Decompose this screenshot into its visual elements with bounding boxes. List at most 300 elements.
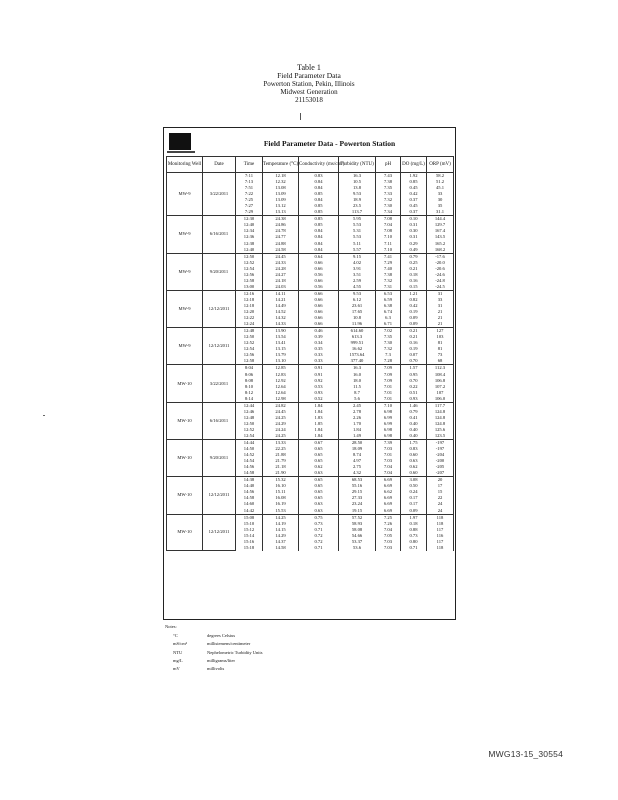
do-cell: 0.25 xyxy=(401,260,427,266)
temperature-cell: 15.32 xyxy=(263,477,299,484)
ph-cell: 6.38 xyxy=(376,303,401,309)
conductivity-cell: 1.84 xyxy=(299,433,339,440)
orp-cell: 165.2 xyxy=(427,241,454,247)
temperature-cell: 12.64 xyxy=(263,390,299,396)
conductivity-cell: 0.92 xyxy=(299,378,339,384)
orp-cell: 17 xyxy=(427,483,454,489)
do-cell: 0.82 xyxy=(401,297,427,303)
do-cell: 0.42 xyxy=(401,303,427,309)
time-cell: 7:51 xyxy=(236,185,263,191)
turbidity-cell: 17.65 xyxy=(339,309,376,315)
time-cell: 15:16 xyxy=(236,539,263,545)
conductivity-cell: 0.66 xyxy=(299,303,339,309)
page-header xyxy=(0,64,618,104)
temperature-cell: 14.33 xyxy=(263,321,299,328)
note-abbreviation: mg/L xyxy=(173,657,183,663)
orp-cell: 123.5 xyxy=(427,433,454,440)
scan-mark xyxy=(300,113,301,120)
turbidity-cell: 68.53 xyxy=(339,477,376,484)
notes-list xyxy=(165,632,263,673)
temperature-cell: 13.13 xyxy=(263,209,299,216)
time-cell: 14:56 xyxy=(236,489,263,495)
time-cell: 12:40 xyxy=(236,247,263,254)
time-cell: 12:52 xyxy=(236,427,263,433)
company-name: Midwest Generation xyxy=(280,88,338,96)
turbidity-cell: 613.3 xyxy=(339,334,376,340)
table-number: Table 1 xyxy=(297,63,321,72)
orp-cell: 33 xyxy=(427,191,454,197)
ph-cell: 7.41 xyxy=(376,253,401,260)
do-cell: 0.19 xyxy=(401,346,427,352)
temperature-cell: 24.25 xyxy=(263,415,299,421)
temperature-cell: 14.49 xyxy=(263,303,299,309)
turbidity-cell: 4.32 xyxy=(339,470,376,477)
time-cell: 8:10 xyxy=(236,384,263,390)
orp-cell: 107 xyxy=(427,390,454,396)
time-cell: 14:52 xyxy=(236,452,263,458)
temperature-cell: 21.88 xyxy=(263,452,299,458)
orp-cell: 144.4 xyxy=(427,216,454,223)
time-cell: 14:38 xyxy=(236,477,263,484)
ph-cell: 7.01 xyxy=(376,390,401,396)
turbidity-cell: 2.59 xyxy=(339,278,376,284)
time-cell: 14:54 xyxy=(236,458,263,464)
ph-cell: 7.39 xyxy=(376,440,401,447)
time-cell: 12:18 xyxy=(236,297,263,303)
do-cell: 1.75 xyxy=(401,440,427,447)
ph-cell: 7.33 xyxy=(376,191,401,197)
orp-cell: 124.8 xyxy=(427,421,454,427)
turbidity-cell: 53.37 xyxy=(339,539,376,545)
ph-cell: 7.03 xyxy=(376,458,401,464)
date-cell: 3/22/2011 xyxy=(203,365,236,402)
turbidity-cell: 113.7 xyxy=(339,209,376,216)
do-cell: 0.10 xyxy=(401,216,427,223)
ph-cell: 7.34 xyxy=(376,209,401,216)
time-cell: 14:50 xyxy=(236,446,263,452)
note-description: milligrams/liter xyxy=(207,657,235,663)
document-id: MWG13-15_30554 xyxy=(488,749,563,759)
conductivity-cell: 0.73 xyxy=(299,521,339,527)
temperature-cell: 24.28 xyxy=(263,266,299,272)
turbidity-cell: 18.09 xyxy=(339,446,376,452)
ph-cell: 7.02 xyxy=(376,328,401,335)
data-sheet xyxy=(163,127,456,620)
orp-cell: 31 xyxy=(427,303,454,309)
orp-cell: 168.2 xyxy=(427,247,454,254)
ph-cell: 6.3 xyxy=(376,315,401,321)
note-item xyxy=(165,632,263,640)
time-cell: 13:00 xyxy=(236,284,263,291)
conductivity-cell: 0.71 xyxy=(299,527,339,533)
ph-cell: 7.10 xyxy=(376,402,401,409)
well-cell: MW-10 xyxy=(167,514,203,551)
date-cell: 6/16/2011 xyxy=(203,216,236,253)
do-cell: 0.80 xyxy=(401,539,427,545)
temperature-cell: 22.25 xyxy=(263,446,299,452)
orp-cell: 58.2 xyxy=(427,173,454,180)
do-cell: 0.16 xyxy=(401,340,427,346)
temperature-cell: 13.09 xyxy=(263,197,299,203)
do-cell: 0.19 xyxy=(401,309,427,315)
col-header-temperature: Temperature (°C) xyxy=(263,157,299,173)
time-cell: 14:58 xyxy=(236,495,263,501)
ph-cell: 7.32 xyxy=(376,346,401,352)
turbidity-cell: 5.31 xyxy=(339,228,376,234)
ph-cell: 6.74 xyxy=(376,309,401,315)
time-cell: 12:40 xyxy=(236,222,263,228)
ph-cell: 6.69 xyxy=(376,495,401,501)
temperature-cell: 24.27 xyxy=(263,272,299,278)
orp-cell: -17.6 xyxy=(427,253,454,260)
note-item xyxy=(165,665,263,673)
time-cell: 12:18 xyxy=(236,303,263,309)
note-abbreviation: °C xyxy=(173,633,178,639)
temperature-cell: 14.15 xyxy=(263,527,299,533)
ph-cell: 7.35 xyxy=(376,185,401,191)
time-cell: 12:20 xyxy=(236,309,263,315)
temperature-cell: 24.45 xyxy=(263,409,299,415)
well-cell: MW-9 xyxy=(167,173,203,216)
conductivity-cell: 0.85 xyxy=(299,222,339,228)
temperature-cell: 21.90 xyxy=(263,470,299,477)
temperature-cell: 12.85 xyxy=(263,365,299,372)
conductivity-cell: 0.65 xyxy=(299,483,339,489)
ph-cell: 7.10 xyxy=(376,247,401,254)
temperature-cell: 24.25 xyxy=(263,433,299,440)
time-cell: 12:38 xyxy=(236,241,263,247)
well-cell: MW-9 xyxy=(167,253,203,290)
time-cell: 12:16 xyxy=(236,290,263,297)
temperature-cell: 24.03 xyxy=(263,284,299,291)
company-logo xyxy=(169,133,191,150)
do-cell: 0.51 xyxy=(401,390,427,396)
orp-cell: 106.0 xyxy=(427,396,454,403)
temperature-cell: 13.08 xyxy=(263,185,299,191)
orp-cell: 127 xyxy=(427,328,454,335)
time-cell: 7:11 xyxy=(236,173,263,180)
orp-cell: 31 xyxy=(427,290,454,297)
temperature-cell: 24.58 xyxy=(263,247,299,254)
conductivity-cell: 0.65 xyxy=(299,458,339,464)
do-cell: 0.70 xyxy=(401,358,427,365)
conductivity-cell: 0.71 xyxy=(299,545,339,551)
conductivity-cell: 0.85 xyxy=(299,191,339,197)
orp-cell: 116 xyxy=(427,533,454,539)
temperature-cell: 13.10 xyxy=(263,358,299,365)
time-cell: 12:50 xyxy=(236,334,263,340)
do-cell: 0.40 xyxy=(401,433,427,440)
temperature-cell: 13.15 xyxy=(263,346,299,352)
temperature-cell: 24.77 xyxy=(263,234,299,240)
col-header-well: Monitoring Well xyxy=(167,157,203,173)
col-header-ph: pH xyxy=(376,157,401,173)
turbidity-cell: 18.9 xyxy=(339,197,376,203)
note-item xyxy=(165,657,263,665)
turbidity-cell: 1.70 xyxy=(339,421,376,427)
conductivity-cell: 0.33 xyxy=(299,358,339,365)
orp-cell: 124.8 xyxy=(427,415,454,421)
temperature-cell: 24.18 xyxy=(263,278,299,284)
conductivity-cell: 0.62 xyxy=(299,464,339,470)
do-cell: 0.63 xyxy=(401,458,427,464)
ph-cell: 7.09 xyxy=(376,378,401,384)
table-body xyxy=(167,173,454,551)
note-abbreviation: mV xyxy=(173,666,180,672)
do-cell: 0.93 xyxy=(401,396,427,403)
orp-cell: 117.7 xyxy=(427,402,454,409)
temperature-cell: 24.29 xyxy=(263,421,299,427)
conductivity-cell: 0.93 xyxy=(299,390,339,396)
conductivity-cell: 1.84 xyxy=(299,402,339,409)
turbidity-cell: 5.11 xyxy=(339,241,376,247)
col-header-orp: ORP (mV) xyxy=(427,157,454,173)
table-header-row xyxy=(167,157,454,173)
time-cell: 14:60 xyxy=(236,501,263,507)
ph-cell: 7.32 xyxy=(376,278,401,284)
turbidity-cell: 2.26 xyxy=(339,415,376,421)
do-cell: 0.88 xyxy=(401,527,427,533)
note-description: millivolts xyxy=(207,666,225,672)
conductivity-cell: 0.56 xyxy=(299,272,339,278)
do-cell: 0.21 xyxy=(401,266,427,272)
conductivity-cell: 0.46 xyxy=(299,328,339,335)
turbidity-cell: 6.12 xyxy=(339,297,376,303)
turbidity-cell: 5.6 xyxy=(339,396,376,403)
conductivity-cell: 0.65 xyxy=(299,446,339,452)
turbidity-cell: 53.6 xyxy=(339,545,376,551)
time-cell: 7:29 xyxy=(236,209,263,216)
orp-cell: 15 xyxy=(427,489,454,495)
orp-cell: -24.5 xyxy=(427,284,454,291)
field-parameter-table xyxy=(166,156,454,551)
orp-cell: 68 xyxy=(427,358,454,365)
temperature-cell: 24.82 xyxy=(263,402,299,409)
temperature-cell: 13.90 xyxy=(263,328,299,335)
temperature-cell: 14.11 xyxy=(263,290,299,297)
conductivity-cell: 0.66 xyxy=(299,321,339,328)
conductivity-cell: 0.52 xyxy=(299,396,339,403)
conductivity-cell: 0.66 xyxy=(299,260,339,266)
time-cell: 12:58 xyxy=(236,358,263,365)
conductivity-cell: 0.66 xyxy=(299,266,339,272)
note-item xyxy=(165,649,263,657)
ph-cell: 7.38 xyxy=(376,179,401,185)
ph-cell: 7.04 xyxy=(376,222,401,228)
date-cell: 3/22/2011 xyxy=(203,173,236,216)
time-cell: 12:46 xyxy=(236,409,263,415)
orp-cell: 112.3 xyxy=(427,365,454,372)
conductivity-cell: 0.65 xyxy=(299,495,339,501)
orp-cell: 73 xyxy=(427,352,454,358)
turbidity-cell: 9.53 xyxy=(339,191,376,197)
turbidity-cell: 13.8 xyxy=(339,185,376,191)
ph-cell: 7.38 xyxy=(376,272,401,278)
do-cell: 0.24 xyxy=(401,489,427,495)
time-cell: 14:58 xyxy=(236,470,263,477)
turbidity-cell: 377.40 xyxy=(339,358,376,365)
temperature-cell: 13.41 xyxy=(263,340,299,346)
turbidity-cell: 16.0 xyxy=(339,372,376,378)
turbidity-cell: 4.55 xyxy=(339,284,376,291)
turbidity-cell: 11.96 xyxy=(339,321,376,328)
time-cell: 12:52 xyxy=(236,340,263,346)
conductivity-cell: 0.85 xyxy=(299,216,339,223)
do-cell: 0.42 xyxy=(401,191,427,197)
conductivity-cell: 0.66 xyxy=(299,315,339,321)
well-cell: MW-10 xyxy=(167,365,203,402)
turbidity-cell: 16.3 xyxy=(339,365,376,372)
ph-cell: 6.69 xyxy=(376,483,401,489)
conductivity-cell: 0.66 xyxy=(299,290,339,297)
date-cell: 12/12/2011 xyxy=(203,514,236,551)
turbidity-cell: 54.66 xyxy=(339,533,376,539)
col-header-time: Time xyxy=(236,157,263,173)
time-cell: 15:10 xyxy=(236,521,263,527)
conductivity-cell: 0.64 xyxy=(299,253,339,260)
turbidity-cell: 55.16 xyxy=(339,483,376,489)
turbidity-cell: 5.53 xyxy=(339,234,376,240)
do-cell: 0.49 xyxy=(401,247,427,254)
conductivity-cell: 0.33 xyxy=(299,352,339,358)
temperature-cell: 14.52 xyxy=(263,309,299,315)
conductivity-cell: 1.84 xyxy=(299,409,339,415)
do-cell: 0.40 xyxy=(401,427,427,433)
ph-cell: 7.05 xyxy=(376,533,401,539)
do-cell: 0.31 xyxy=(401,234,427,240)
do-cell: 0.15 xyxy=(401,284,427,291)
turbidity-cell: 16.3 xyxy=(339,173,376,180)
conductivity-cell: 0.65 xyxy=(299,477,339,484)
ph-cell: 6.99 xyxy=(376,415,401,421)
turbidity-cell: 28.50 xyxy=(339,440,376,447)
time-cell: 14:44 xyxy=(236,440,263,447)
temperature-cell: 14.19 xyxy=(263,521,299,527)
ph-cell: 6.98 xyxy=(376,409,401,415)
ph-cell: 7.3 xyxy=(376,352,401,358)
orp-cell: 129.7 xyxy=(427,222,454,228)
do-cell: 0.18 xyxy=(401,272,427,278)
time-cell: 8:08 xyxy=(236,378,263,384)
note-abbreviation: mS/cm³ xyxy=(173,641,188,647)
temperature-cell: 14.32 xyxy=(263,315,299,321)
conductivity-cell: 0.63 xyxy=(299,501,339,507)
do-cell: 0.79 xyxy=(401,253,427,260)
time-cell: 14:42 xyxy=(236,508,263,515)
orp-cell: -24.8 xyxy=(427,278,454,284)
do-cell: 0.85 xyxy=(401,179,427,185)
do-cell: 0.60 xyxy=(401,470,427,477)
time-cell: 12:54 xyxy=(236,266,263,272)
ph-cell: 6.71 xyxy=(376,321,401,328)
turbidity-cell: 10.8 xyxy=(339,315,376,321)
turbidity-cell: 5.53 xyxy=(339,222,376,228)
temperature-cell: 21.79 xyxy=(263,458,299,464)
orp-cell: 118 xyxy=(427,521,454,527)
conductivity-cell: 0.67 xyxy=(299,440,339,447)
orp-cell: 21 xyxy=(427,309,454,315)
time-cell: 15:08 xyxy=(236,514,263,521)
do-cell: 0.60 xyxy=(401,452,427,458)
do-cell: 1.21 xyxy=(401,290,427,297)
ph-cell: 7.04 xyxy=(376,464,401,470)
temperature-cell: 12.18 xyxy=(263,173,299,180)
conductivity-cell: 0.84 xyxy=(299,247,339,254)
turbidity-cell: 27.33 xyxy=(339,495,376,501)
temperature-cell: 12.32 xyxy=(263,179,299,185)
conductivity-cell: 1.83 xyxy=(299,415,339,421)
do-cell: 3.08 xyxy=(401,477,427,484)
time-cell: 12:34 xyxy=(236,228,263,234)
orp-cell: 103 xyxy=(427,334,454,340)
turbidity-cell: 9.15 xyxy=(339,253,376,260)
temperature-cell: 16.08 xyxy=(263,495,299,501)
do-cell: 0.21 xyxy=(401,334,427,340)
temperature-cell: 13.09 xyxy=(263,191,299,197)
ph-cell: 7.30 xyxy=(376,340,401,346)
do-cell: 0.73 xyxy=(401,533,427,539)
do-cell: 0.79 xyxy=(401,409,427,415)
orp-cell: 106.8 xyxy=(427,378,454,384)
turbidity-cell: 23.24 xyxy=(339,501,376,507)
do-cell: 0.41 xyxy=(401,415,427,421)
temperature-cell: 16.10 xyxy=(263,483,299,489)
do-cell: 0.45 xyxy=(401,185,427,191)
scan-speck xyxy=(43,415,45,416)
conductivity-cell: 0.84 xyxy=(299,197,339,203)
do-cell: 0.30 xyxy=(401,228,427,234)
conductivity-cell: 0.72 xyxy=(299,539,339,545)
time-cell: 15:14 xyxy=(236,533,263,539)
temperature-cell: 24.38 xyxy=(263,216,299,223)
ph-cell: 7.31 xyxy=(376,284,401,291)
conductivity-cell: 0.56 xyxy=(299,284,339,291)
turbidity-cell: 8.7 xyxy=(339,390,376,396)
do-cell: 0.83 xyxy=(401,446,427,452)
temperature-cell: 14.29 xyxy=(263,533,299,539)
temperature-cell: 16.19 xyxy=(263,501,299,507)
conductivity-cell: 0.91 xyxy=(299,372,339,378)
conductivity-cell: 0.85 xyxy=(299,209,339,216)
do-cell: 0.07 xyxy=(401,352,427,358)
conductivity-cell: 0.84 xyxy=(299,185,339,191)
ph-cell: 7.10 xyxy=(376,234,401,240)
do-cell: 1.92 xyxy=(401,173,427,180)
do-cell: 1.46 xyxy=(401,402,427,409)
ph-cell: 6.98 xyxy=(376,433,401,440)
orp-cell: 22 xyxy=(427,495,454,501)
date-cell: 12/12/2011 xyxy=(203,290,236,327)
temperature-cell: 15.53 xyxy=(263,508,299,515)
conductivity-cell: 0.65 xyxy=(299,489,339,495)
orp-cell: -204 xyxy=(427,452,454,458)
do-cell: 0.21 xyxy=(401,328,427,335)
conductivity-cell: 0.63 xyxy=(299,470,339,477)
do-cell: 0.29 xyxy=(401,241,427,247)
notes-title: Notes: xyxy=(165,624,177,629)
temperature-cell: 24.45 xyxy=(263,253,299,260)
ph-cell: 6.62 xyxy=(376,489,401,495)
time-cell: 12:48 xyxy=(236,328,263,335)
do-cell: 0.09 xyxy=(401,315,427,321)
time-cell: 7:25 xyxy=(236,197,263,203)
time-cell: 12:58 xyxy=(236,278,263,284)
do-cell: 0.50 xyxy=(401,483,427,489)
well-cell: MW-9 xyxy=(167,216,203,253)
turbidity-cell: 16.62 xyxy=(339,346,376,352)
ph-cell: 7.43 xyxy=(376,173,401,180)
table-title: Field Parameter Data xyxy=(277,71,341,80)
